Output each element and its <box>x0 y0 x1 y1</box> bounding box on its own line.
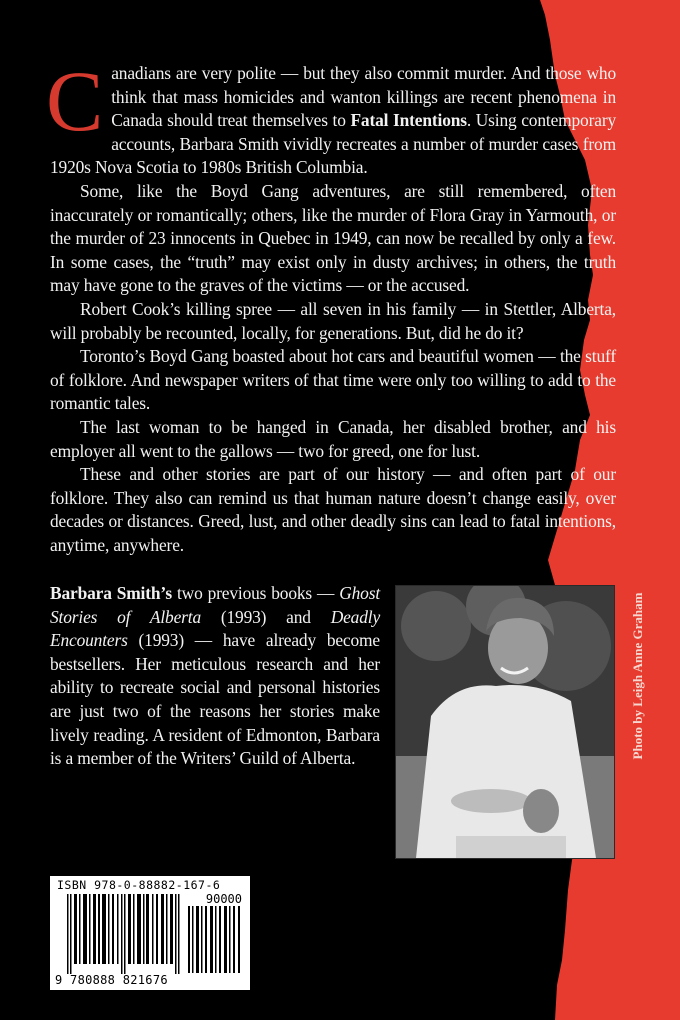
author-bio: Barbara Smith’s two previous books — Ghost Stories of Alberta (1993) and Deadly Encounters (1993) — have already become bestsellers. Her meticulous research and her ability to recreate social and personal histories are just two of the reasons her stories make lively reading. A resident of Edmonton, Barbara is a member of the Writers’ Guild of Alberta. <box>50 583 381 769</box>
blurb-paragraph: Some, like the Boyd Gang adventures, are still remembered, often inaccurately or romantically; others, like the murder of Flora Gray in Yarmouth, or the murder of 23 innocents in Quebec in 1949, can now be recalled by only a few. In some cases, the “truth” may exist only in dusty archives; in others, the truth may have gone to the graves of the victims — or the accused. <box>50 180 616 296</box>
addon-barcode-bars <box>188 906 243 973</box>
blurb-paragraph: These and other stories are part of our history — and often part of our folklore. They also can remind us that human nature doesn’t change easily, over decades or distances. Greed, lust, and other deadly sins can lead to fatal intentions, anytime, anywhere. <box>50 464 616 555</box>
author-photo-illustration <box>396 586 614 858</box>
drop-cap: C <box>46 53 104 149</box>
book-title-2: Deadly Encounters <box>50 606 381 651</box>
ean-number: 9 780888 821676 <box>55 973 168 987</box>
blurb-paragraph-1: Canadians are very polite — but they also commit murder. And those who think that mass homicides and wanton killings are recent phenomena in Canada should treat themselves to Fatal Intentions. Using contemporary accounts, Barbara Smith vividly recreates a number of murder cases from 1920s Nova Scotia to 1980s British Columbia. <box>46 53 617 178</box>
isbn-barcode <box>50 876 250 990</box>
isbn-label: ISBN 978-0-88882-167-6 <box>57 878 221 892</box>
ean-barcode-bars <box>67 894 183 974</box>
price-addon-code: 90000 <box>205 892 242 906</box>
blurb-paragraph: Robert Cook’s killing spree — all seven in his family — in Stettler, Alberta, will probably be recounted, locally, for generations. But, did he do it? <box>50 298 616 343</box>
blurb-paragraph: Toronto’s Boyd Gang boasted about hot cars and beautiful women — the stuff of folklore. And newspaper writers of that time were only too willing to add to the romantic tales. <box>50 346 616 414</box>
author-name: Barbara Smith’s <box>50 583 173 603</box>
blurb-paragraph: The last woman to be hanged in Canada, her disabled brother, and his employer all went to the gallows — two for greed, one for lust. <box>50 416 616 461</box>
author-photo <box>395 585 615 859</box>
book-title: Fatal Intentions <box>350 110 467 131</box>
back-cover-blurb <box>46 53 617 557</box>
photo-credit: Photo by Leigh Anne Graham <box>630 592 645 760</box>
book-title-1: Ghost Stories of Alberta <box>50 583 381 627</box>
